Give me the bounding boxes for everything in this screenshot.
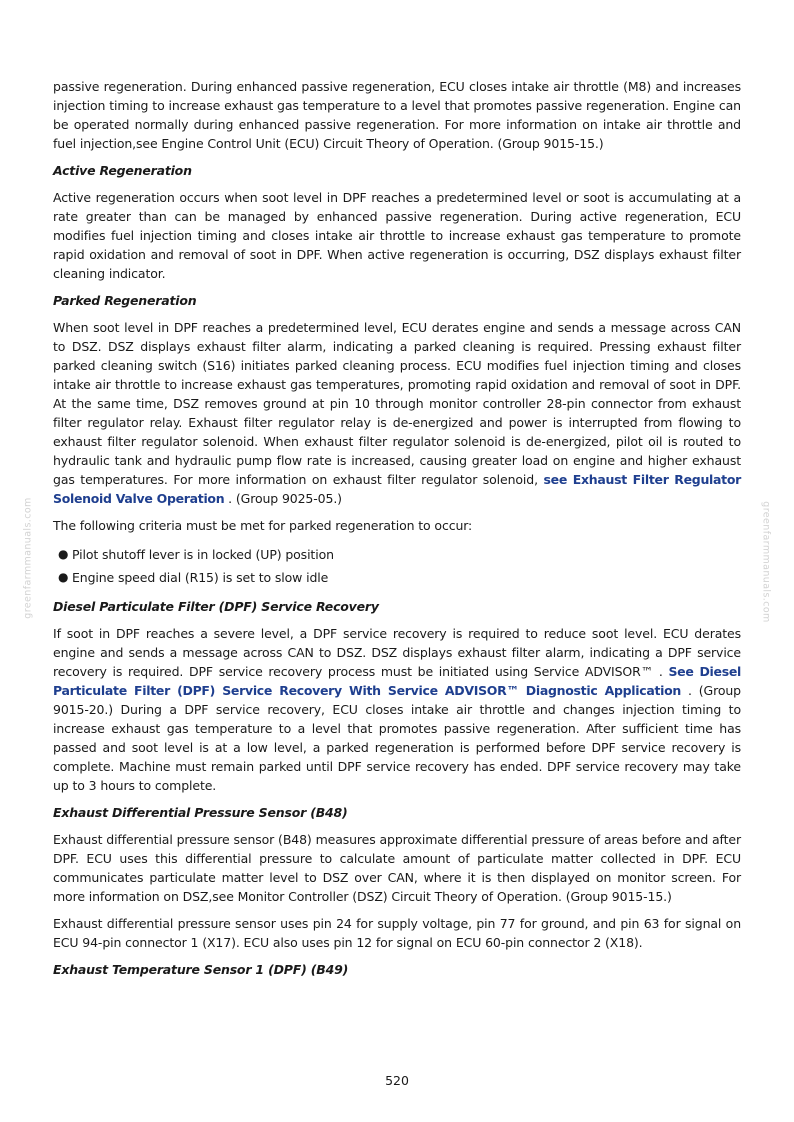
exhaust-differential-pressure-sensor-paragraph-1: Exhaust differential pressure sensor (B48) measures approximate differential pressure of areas before and after DPF. ECU uses this differential pressure to calculate amount of particulate matter collected in DPF. ECU communicates particulate matter level to DSZ over CAN, where it is then displayed on monitor screen. For more information on DSZ,see Monitor Controller (DSZ) Circuit Theory of Operation. (Group 9015-15.) — [53, 832, 741, 904]
active-regeneration-paragraph: Active regeneration occurs when soot level in DPF reaches a predetermined level or soot is accumulating at a rate greater than can be managed by enhanced passive regeneration. During active regeneration, ECU modifies fuel injection timing and closes intake air throttle to increase exhaust gas temperature to promote rapid oxidation and removal of soot in DPF. When active regeneration is occurring, DSZ displays exhaust filter cleaning indicator. — [53, 190, 741, 281]
watermark-left: greenfarmmanuals.com — [22, 497, 34, 619]
solenoid-valve-operation-link[interactable]: see Exhaust Filter Regulator Solenoid Valve Operation — [53, 472, 741, 506]
bullet-icon: ● — [58, 547, 69, 561]
dpf-service-recovery-paragraph — [53, 624, 741, 795]
dpf-service-recovery-text-before: If soot in DPF reaches a severe level, a DPF service recovery is required to reduce soot level. ECU derates engine and sends a message across CAN to DSZ. DSZ displays exhaust filter alarm, indicating a DPF service recovery is required. DPF service recovery process must be initiated using Service ADVISOR™ . — [53, 626, 741, 679]
exhaust-differential-pressure-sensor-heading: Exhaust Differential Pressure Sensor (B48) — [53, 805, 348, 820]
page-number: 520 — [385, 1073, 409, 1088]
intro-paragraph: passive regeneration. During enhanced passive regeneration, ECU closes intake air throttle (M8) and increases injection timing to increase exhaust gas temperature to a level that promotes passive regeneration. Engine can be operated normally during enhanced passive regeneration. For more information on intake air throttle and fuel injection,see Engine Control Unit (ECU) Circuit Theory of Operation. (Group 9015-15.) — [53, 79, 741, 151]
watermark-right: greenfarmmanuals.com — [760, 501, 772, 623]
parked-regeneration-text: When soot level in DPF reaches a predetermined level, ECU derates engine and sends a message across CAN to DSZ. DSZ displays exhaust filter alarm, indicating a parked cleaning is required. Pressing exhaust filter parked cleaning switch (S16) initiates parked cleaning process. ECU modifies fuel injection timing and closes intake air throttle to increase exhaust gas temperatures, promoting rapid oxidation and removal of soot in DPF. At the same time, DSZ removes ground at pin 10 through monitor controller 28-pin connector from exhaust filter regulator relay. Exhaust filter regulator relay is de-energized and power is interrupted from flowing to exhaust filter regulator solenoid. When exhaust filter regulator solenoid is de-energized, pilot oil is routed to hydraulic tank and hydraulic pump flow rate is increased, causing greater load on engine and higher exhaust gas temperatures. For more information on exhaust filter regulator solenoid, — [53, 320, 741, 487]
parked-regeneration-group-ref: . (Group 9025-05.) — [224, 491, 342, 506]
list-item-text: Engine speed dial (R15) is set to slow idle — [72, 570, 329, 585]
exhaust-differential-pressure-sensor-paragraph-2: Exhaust differential pressure sensor uses pin 24 for supply voltage, pin 77 for ground, and pin 63 for signal on ECU 94-pin connector 1 (X17). ECU also uses pin 12 for signal on ECU 60-pin connector 2 (X18). — [53, 916, 741, 950]
page-content — [53, 77, 741, 987]
dpf-service-recovery-advisor-link[interactable]: See Diesel Particulate Filter (DPF) Service Recovery With Service ADVISOR™ Diagnostic Application — [53, 664, 742, 698]
bullet-icon: ● — [58, 570, 69, 584]
dpf-service-recovery-text-after: . (Group 9015-20.) During a DPF service recovery, ECU closes intake air throttle and changes injection timing to increase exhaust gas temperature to a level that promotes passive regeneration. After sufficient time has passed and soot level is at a low level, a parked regeneration is performed before DPF service recovery is complete. Machine must remain parked until DPF service recovery has ended. DPF service recovery may take up to 3 hours to complete. — [53, 683, 741, 793]
parked-criteria-intro: The following criteria must be met for parked regeneration to occur: — [53, 518, 473, 533]
list-item — [53, 543, 741, 566]
parked-regeneration-paragraph — [53, 318, 741, 508]
list-item-text: Pilot shutoff lever is in locked (UP) position — [72, 547, 334, 562]
parked-regeneration-heading: Parked Regeneration — [53, 293, 197, 308]
parked-criteria-list — [53, 543, 741, 589]
dpf-service-recovery-heading: Diesel Particulate Filter (DPF) Service Recovery — [53, 599, 379, 614]
exhaust-temperature-sensor-heading: Exhaust Temperature Sensor 1 (DPF) (B49) — [53, 962, 349, 977]
active-regeneration-heading: Active Regeneration — [53, 163, 192, 178]
list-item — [53, 566, 741, 589]
